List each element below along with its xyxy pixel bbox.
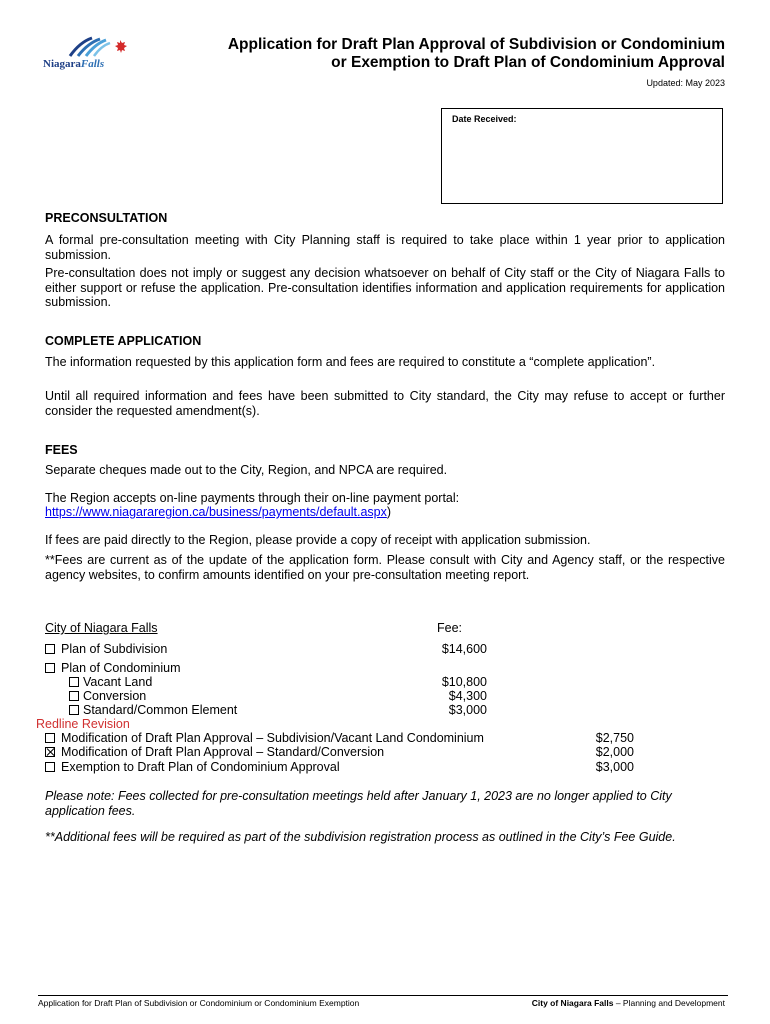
fee-vacant-land: $10,800 xyxy=(441,675,487,689)
preconsultation-heading: PRECONSULTATION xyxy=(45,211,168,225)
fee-mod-standard: $2,000 xyxy=(595,745,634,759)
fee-row-mod-subdivision xyxy=(45,731,484,745)
date-received-box xyxy=(441,108,723,204)
fees-paragraph-3: If fees are paid directly to the Region, please provide a copy of receipt with application submission. xyxy=(45,533,591,547)
page-title-line2: or Exemption to Draft Plan of Condominium Approval xyxy=(331,54,725,71)
fees-paragraph-4: **Fees are current as of the update of the application form. Please consult with City and Agency staff, or the respective agency websites, to confirm amounts identified on your pre-consultation meeting report. xyxy=(45,553,725,582)
page-title-line1: Application for Draft Plan Approval of Subdivision or Condominium xyxy=(227,36,725,53)
footer-city: City of Niagara Falls xyxy=(531,998,614,1008)
footer-department xyxy=(532,998,725,1008)
fee-mod-subdivision: $2,750 xyxy=(595,731,634,745)
fee-table-fee-header: Fee: xyxy=(437,621,463,635)
label-standard-common: Standard/Common Element xyxy=(83,703,238,717)
label-conversion: Conversion xyxy=(83,689,147,703)
complete-application-paragraph-2: Until all required information and fees have been submitted to City standard, the City may refuse to accept or further consider the requested amendment(s). xyxy=(45,389,725,418)
niagara-falls-logo xyxy=(40,34,135,74)
label-plan-condominium: Plan of Condominium xyxy=(61,661,181,675)
label-mod-standard: Modification of Draft Plan Approval – Standard/Conversion xyxy=(61,745,385,759)
complete-application-heading: COMPLETE APPLICATION xyxy=(45,334,202,348)
label-exemption: Exemption to Draft Plan of Condominium Approval xyxy=(61,760,340,774)
checkbox-standard-common[interactable] xyxy=(69,705,79,715)
checkbox-conversion[interactable] xyxy=(69,691,79,701)
redline-revision-label: Redline Revision xyxy=(36,717,130,731)
maple-leaf-icon xyxy=(115,40,127,53)
fee-row-plan-subdivision xyxy=(45,642,167,656)
fee-row-exemption xyxy=(45,760,340,774)
footer-form-title: Application for Draft Plan of Subdivision or Condominium or Condominium Exemption xyxy=(38,998,360,1008)
fee-conversion: $4,300 xyxy=(448,689,487,703)
fee-table-city-header: City of Niagara Falls xyxy=(45,621,158,635)
region-payment-link[interactable]: https://www.niagararegion.ca/business/payments/default.aspx xyxy=(45,505,387,519)
label-vacant-land: Vacant Land xyxy=(83,675,153,689)
fee-row-mod-standard xyxy=(45,745,384,759)
fee-row-standard-common xyxy=(69,703,237,717)
link-close-paren: ) xyxy=(386,505,392,519)
preconsultation-paragraph-2: Pre-consultation does not imply or suggest any decision whatsoever on behalf of City staff or the City of Niagara Falls to either support or refuse the application. Pre-consultation identifies information and application requirements for application submission. xyxy=(45,266,725,309)
date-received-label: Date Received: xyxy=(452,114,517,124)
preconsultation-paragraph-1: A formal pre-consultation meeting with City Planning staff is required to take place within 1 year prior to application submission. xyxy=(45,233,725,262)
footer-divider xyxy=(38,995,728,996)
checkbox-exemption[interactable] xyxy=(45,762,55,772)
region-payment-link-line xyxy=(45,505,725,520)
updated-date: Updated: May 2023 xyxy=(646,78,725,88)
note-preconsultation-fees: Please note: Fees collected for pre-consultation meetings held after January 1, 2023 are no longer applied to City application fees. xyxy=(45,789,672,818)
label-mod-subdivision: Modification of Draft Plan Approval – Subdivision/Vacant Land Condominium xyxy=(61,731,484,745)
fee-standard-common: $3,000 xyxy=(448,703,487,717)
fee-plan-subdivision: $14,600 xyxy=(441,642,487,656)
logo-text-niagara: Niagara xyxy=(43,58,81,70)
fees-heading: FEES xyxy=(45,443,78,457)
note-additional-fees: **Additional fees will be required as part of the subdivision registration process as outlined in the City’s Fee Guide. xyxy=(45,830,676,844)
checkbox-vacant-land[interactable] xyxy=(69,677,79,687)
checkbox-mod-standard-checked[interactable] xyxy=(45,747,55,757)
label-plan-subdivision: Plan of Subdivision xyxy=(61,642,168,656)
checkbox-plan-subdivision[interactable] xyxy=(45,644,55,654)
complete-application-paragraph-1: The information requested by this application form and fees are required to constitute a “complete application”. xyxy=(45,355,656,369)
checkbox-mod-subdivision[interactable] xyxy=(45,733,55,743)
fee-row-plan-condominium xyxy=(45,661,181,675)
fees-paragraph-2: The Region accepts on-line payments through their on-line payment portal: xyxy=(45,491,460,505)
footer-department-name: – Planning and Development xyxy=(613,998,725,1008)
checkbox-plan-condominium[interactable] xyxy=(45,663,55,673)
fee-row-conversion xyxy=(69,689,146,703)
fee-exemption: $3,000 xyxy=(595,760,634,774)
fees-paragraph-1: Separate cheques made out to the City, Region, and NPCA are required. xyxy=(45,463,448,477)
logo-text-falls: Falls xyxy=(80,58,105,70)
fee-row-vacant-land xyxy=(69,675,152,689)
